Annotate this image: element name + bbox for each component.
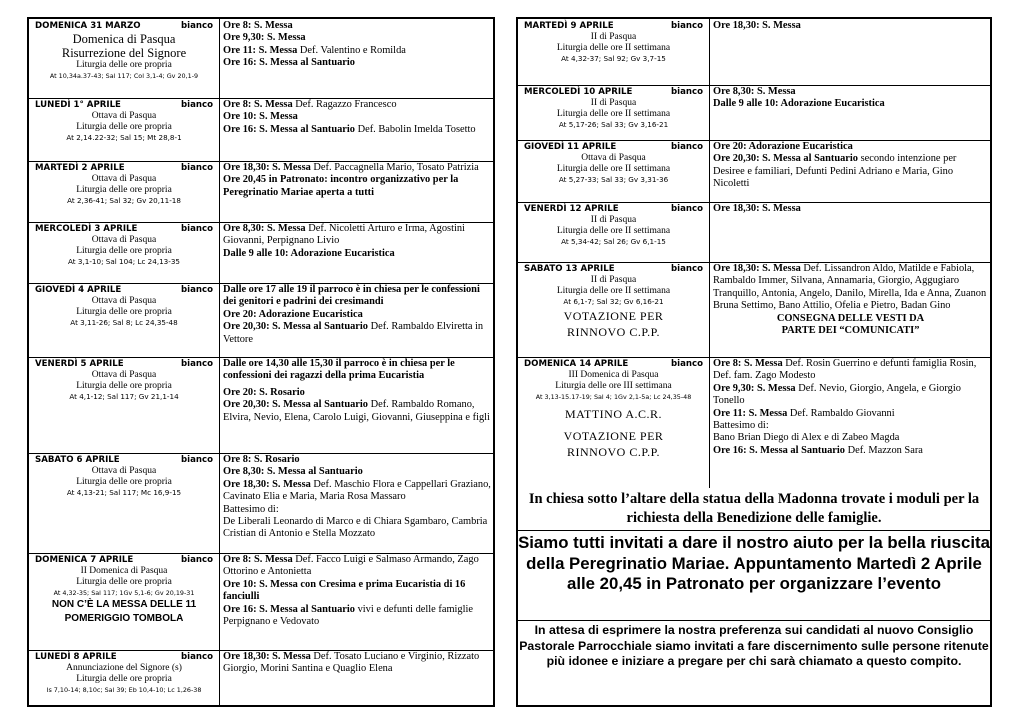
event-time: Dalle ore 17 alle 19 il parroco è in chiesa per le confessioni dei genitori e padrini dei cresimandi [223,284,480,308]
event-line [223,554,491,579]
events-cell [710,140,990,202]
event-detail: De Liberali Leonardo di Marco e di Chiara Sgambaro, Cambria Cristian di Antonio e Stella Mozzato [223,516,488,540]
liturgy-line: Ottava di Pasqua [91,235,157,245]
event-time: Ore 8: S. Messa [223,20,293,31]
day-cell [518,140,710,202]
day-note: POMERIGGIO TOMBOLA [64,613,184,624]
event-line [713,98,988,110]
schedule-row [518,19,990,86]
liturgy-line: II Domenica di Pasqua [80,566,168,576]
event-line [223,516,491,541]
day-name: DOMENICA 7 APRILE [35,555,134,565]
day-cell [518,19,710,85]
day-header [518,359,709,370]
events-cell [220,357,493,453]
schedule-row [29,453,493,554]
day-cell [29,283,220,357]
event-time: Ore 18,30: S. Messa [223,651,311,662]
liturgical-color: bianco [180,455,213,465]
event-time: Ore 9,30: S. Messa [223,32,306,44]
day-header [518,264,709,275]
event-line [223,651,491,676]
liturgy-line: II di Pasqua [590,215,637,225]
event-detail: Def. Lissandron Aldo, Matilde e Fabiola, Rambaldo Immer, Silvana, Annamaria, Giorgio, Aggugiaro Tranquillo, Antonia, Angelo, Danilo, Mirella, Ida e Anna, Zuanon Bruna Settimo, Bano Attilio, Ofelia e Pietro, Badan Gino [713,263,987,312]
event-time: Ore 8: S. Messa [713,358,783,369]
event-detail: Bano Brian Diego di Alex e di Zabeo Magda [713,432,900,444]
day-announcement: VOTAZIONE PER [563,429,664,443]
event-detail: Battesimo di: [713,420,769,432]
events-cell [220,283,493,357]
liturgy-line: Liturgia delle ore II settimana [556,286,671,296]
day-name: SABATO 13 APRILE [524,264,615,274]
liturgy-line: Liturgia delle ore II settimana [556,226,671,236]
day-name: DOMENICA 31 MARZO [35,21,141,31]
event-detail: Def. Tosato Luciano e Virginio, Rizzato Giorgio, Morini Santina e Quaglio Elena [223,651,480,675]
event-detail: Battesimo di: [223,503,279,515]
event-line [713,383,988,408]
liturgy-line: II di Pasqua [590,275,637,285]
events-cell [220,650,493,705]
event-line [223,454,491,466]
day-announcement: VOTAZIONE PER [563,309,664,323]
day-name: GIOVEDÌ 4 APRILE [35,285,122,295]
liturgy-line: Liturgia delle ore propria [76,674,172,684]
day-cell [518,85,710,140]
event-line [223,399,491,424]
event-detail: Def. Nicoletti Arturo e Irma, Agostini Giovanni, Perpignano Livio [223,223,465,247]
event-time: Dalle ore 14,30 alle 15,30 il parroco è in chiesa per le confessioni dei ragazzi della prima Eucaristia [223,358,455,382]
event-line [223,174,491,199]
event-line [713,420,988,432]
liturgy-line: Liturgia delle ore propria [76,577,172,587]
day-cell [518,202,710,262]
notice-peregrinatio: Siamo tutti invitati a dare il nostro aiuto per la bella riuscita della Peregrinatio Mariae. Appuntamento Martedì 2 Aprile alle 20,45 in Patronato per organizzare l’evento [518,531,990,621]
day-cell [29,19,220,98]
event-line [223,284,491,309]
feast-title: Risurrezione del Signore [61,46,187,60]
event-time: Ore 10: S. Messa [223,111,298,123]
readings: At 3,1-10; Sal 104; Lc 24,13-35 [68,257,180,266]
event-line [713,203,988,215]
liturgical-color: bianco [180,555,213,565]
liturgical-color: bianco [670,359,703,369]
liturgical-color: bianco [180,285,213,295]
event-line [223,111,491,123]
event-detail: Def. Rambaldo Romano, Elvira, Nevio, Elena, Carolo Luigi, Giovanni, Giuseppina e figli [223,399,490,423]
event-time: Ore 16: S. Messa al Santuario [713,444,845,456]
events-cell [710,19,990,85]
liturgy-line: Liturgia delle ore propria [76,477,172,487]
liturgical-color: bianco [180,163,213,173]
liturgical-color: bianco [670,142,703,152]
schedule-row [29,222,493,284]
event-line [713,141,988,153]
event-time: Ore 20,45 in Patronato: incontro organizzativo per la Peregrinatio Mariae aperta a tutti [223,174,459,198]
readings: At 3,13-15.17-19; Sal 4; 1Gv 2,1-5a; Lc 24,35-48 [535,393,692,401]
schedule-row [29,19,493,99]
right-calendar-panel [516,17,992,707]
events-cell [220,161,493,222]
day-name: DOMENICA 14 APRILE [524,359,629,369]
readings: At 5,34-42; Sal 26; Gv 6,1-15 [561,237,666,246]
event-detail: Def. Mazzon Sara [845,444,923,456]
liturgy-line: II di Pasqua [590,32,637,42]
readings: At 10,34a.37-43; Sal 117; Col 3,1-4; Gv 20,1-9 [49,72,199,80]
liturgy-line: II di Pasqua [590,98,637,108]
left-calendar-panel [27,17,495,707]
schedule-row [518,357,990,488]
events-cell [710,262,990,357]
schedule-row [518,262,990,358]
readings: Is 7,10-14; 8,10c; Sal 39; Eb 10,4-10; Lc 1,26-38 [46,686,202,694]
event-line [223,32,491,44]
liturgy-line: Ottava di Pasqua [91,174,157,184]
event-time: Ore 18,30: S. Messa [223,162,311,173]
event-line [713,358,988,383]
event-line [223,20,491,32]
event-time: Ore 10: S. Messa con Cresima e prima Eucaristia di 16 fanciulli [223,578,466,603]
events-cell [220,19,493,98]
event-line [223,248,491,260]
schedule-row [29,650,493,705]
schedule-row [29,161,493,223]
event-time: Ore 16: S. Messa al Santuario [223,57,355,69]
day-header [518,204,709,215]
day-name: MARTEDÌ 2 APRILE [35,163,125,173]
liturgy-line: Liturgia delle ore propria [76,381,172,391]
day-name: MERCOLEDÌ 10 APRILE [524,87,633,97]
event-detail: Def. Ragazzo Francesco [292,99,397,110]
day-name: SABATO 6 APRILE [35,455,120,465]
feast-title: Domenica di Pasqua [72,32,176,46]
liturgy-line: Liturgia delle ore II settimana [556,109,671,119]
event-detail: Def. Babolin Imelda Tosetto [355,123,476,135]
event-time: CONSEGNA DELLE VESTI DA [776,312,925,324]
event-time: Dalle 9 alle 10: Adorazione Eucaristica [713,98,885,110]
event-line [713,86,988,98]
event-line [713,325,988,337]
event-line [223,504,491,516]
event-line [223,387,491,399]
liturgical-color: bianco [670,21,703,31]
events-cell [710,85,990,140]
liturgy-line: Liturgia delle ore propria [76,185,172,195]
day-cell [29,357,220,453]
event-detail: Def. Paccagnella Mario, Tosato Patrizia [310,162,479,173]
readings: At 4,1-12; Sal 117; Gv 21,1-14 [69,392,179,401]
liturgical-color: bianco [180,224,213,234]
readings: At 5,27-33; Sal 33; Gv 3,31-36 [558,175,669,184]
event-line [223,57,491,69]
liturgy-line: Ottava di Pasqua [91,370,157,380]
liturgical-color: bianco [670,87,703,97]
schedule-row [518,140,990,203]
event-time: Ore 18,30: S. Messa [223,478,311,490]
readings: At 2,36-41; Sal 32; Gv 20,11-18 [67,196,181,205]
liturgy-line: Liturgia delle ore propria [76,246,172,256]
event-line [713,445,988,457]
liturgical-color: bianco [180,359,213,369]
day-header [29,455,219,466]
day-name: GIOVEDÌ 11 APRILE [524,142,617,152]
event-detail: Def. Rambaldo Giovanni [787,407,895,419]
day-header [29,224,219,235]
liturgy-line: Ottava di Pasqua [581,153,646,163]
liturgy-line: Ottava di Pasqua [91,111,157,121]
day-name: MARTEDÌ 9 APRILE [524,21,614,31]
day-cell [29,161,220,222]
liturgy-line: Liturgia delle ore II settimana [556,164,671,174]
event-time: Ore 8,30: S. Messa al Santuario [223,466,363,478]
event-line [223,358,491,383]
liturgy-line: Liturgia delle ore propria [76,60,172,70]
event-line [713,432,988,444]
day-header [29,163,219,174]
event-detail: vivi e defunti delle famiglie Perpignano e Vedovato [223,603,474,628]
day-header [518,87,709,98]
liturgy-line: Liturgia delle ore propria [76,122,172,132]
day-header [29,285,219,296]
schedule-row [518,202,990,263]
schedule-row [29,98,493,162]
events-cell [220,453,493,553]
day-header [518,142,709,153]
notice-benedizione: In chiesa sotto l’altare della statua della Madonna trovate i moduli per la richiesta della Benedizione delle famiglie. [518,488,990,531]
event-time: Ore 18,30: S. Messa [713,20,801,31]
readings: At 3,11-26; Sal 8; Lc 24,35-48 [70,318,178,327]
event-time: Ore 20: S. Rosario [223,386,305,398]
event-detail: Def. Valentino e Romilda [297,44,406,56]
schedule-row [29,553,493,651]
day-header [29,652,219,663]
day-header [29,21,219,32]
day-cell [29,98,220,161]
event-line [223,124,491,136]
day-name: LUNEDÌ 1° APRILE [35,100,121,110]
event-detail: Def. Maschio Flora e Cappellari Graziano, Cavinato Elia e Maria, Maria Rosa Massaro [223,478,491,503]
liturgical-color: bianco [670,264,703,274]
event-detail: secondo intenzione per Desiree e familiari, Defunti Pedini Adriano e Maria, Gino Nicoletti [713,153,957,190]
event-time: Ore 8: S. Rosario [223,454,300,465]
day-name: VENERDÌ 12 APRILE [524,204,619,214]
day-cell [29,553,220,650]
readings: At 2,14.22-32; Sal 15; Mt 28,8-1 [66,133,182,142]
event-time: PARTE DEI “COMUNICATI” [781,325,920,337]
event-line [223,309,491,321]
event-time: Ore 8: S. Messa [223,99,293,110]
day-header [29,555,219,566]
events-cell [220,98,493,161]
day-announcement: RINNOVO C.P.P. [566,325,661,339]
event-line [713,263,988,313]
event-detail: Def. Rambaldo Elviretta in Vettore [223,321,484,345]
liturgy-line: Annunciazione del Signore (s) [66,663,182,673]
day-cell [518,262,710,357]
readings: At 6,1-7; Sal 32; Gv 6,16-21 [563,297,664,306]
events-cell [220,222,493,283]
event-time: Ore 20: Adorazione Eucaristica [223,308,363,320]
day-announcement: MATTINO A.C.R. [564,407,662,421]
event-time: Ore 20,30: S. Messa al Santuario [223,321,368,333]
liturgy-line: Ottava di Pasqua [91,296,157,306]
liturgical-color: bianco [180,21,213,31]
event-time: Ore 18,30: S. Messa [713,203,801,214]
day-cell [29,222,220,283]
day-note: NON C’È LA MESSA DELLE 11 [51,599,197,610]
event-line [713,20,988,32]
event-line [223,466,491,478]
event-time: Dalle 9 alle 10: Adorazione Eucaristica [223,247,395,259]
event-line [713,408,988,420]
event-line [223,99,491,111]
readings: At 4,32-37; Sal 92; Gv 3,7-15 [561,54,666,63]
event-line [223,321,491,346]
event-line [223,223,491,248]
event-time: Ore 18,30: S. Messa [713,263,801,274]
event-time: Ore 11: S. Messa [223,44,298,56]
liturgy-line: Liturgia delle ore propria [76,307,172,317]
event-detail: Def. Rosin Guerrino e defunti famiglia Rosin, Def. fam. Zago Modesto [713,358,977,382]
event-line [223,45,491,57]
event-time: Ore 11: S. Messa [713,407,788,419]
day-name: MERCOLEDÌ 3 APRILE [35,224,138,234]
day-header [29,359,219,370]
event-time: Ore 20,30: S. Messa al Santuario [713,153,858,165]
readings: At 5,17-26; Sal 33; Gv 3,16-21 [558,120,669,129]
events-cell [710,202,990,262]
schedule-row [29,357,493,454]
event-time: Ore 8,30: S. Messa [713,86,796,97]
schedule-row [518,85,990,141]
liturgy-line: Liturgia delle ore III settimana [555,381,672,391]
event-detail: Def. Nevio, Giorgio, Angela, e Giorgio Tonello [713,382,961,407]
day-header [29,100,219,111]
event-time: Ore 8: S. Messa [223,554,293,565]
day-cell [29,650,220,705]
schedule-row [29,283,493,358]
day-header [518,21,709,32]
event-time: Ore 9,30: S. Messa [713,382,796,394]
notice-consiglio-pastorale: In attesa di esprimere la nostra preferenza sui candidati al nuovo Consiglio Pastorale Parrocchiale siamo invitati a fare discernimento sulle persone ritenute più idonee e iniziare a pregare per chi sarà chiamato a questo compito. [519,623,989,669]
event-line [223,604,491,629]
liturgy-line: III Domenica di Pasqua [568,370,659,380]
events-cell [710,357,990,488]
liturgical-color: bianco [180,652,213,662]
day-announcement: RINNOVO C.P.P. [566,445,661,459]
liturgical-color: bianco [180,100,213,110]
event-line [713,313,988,325]
liturgy-line: Liturgia delle ore II settimana [556,43,671,53]
event-line [223,479,491,504]
events-cell [220,553,493,650]
day-name: LUNEDÌ 8 APRILE [35,652,117,662]
event-line [713,153,988,190]
event-time: Ore 16: S. Messa al Santuario [223,603,355,615]
event-detail: Def. Facco Luigi e Salmaso Armando, Zago Ottorino e Antonietta [223,554,479,578]
event-line [223,579,491,604]
day-cell [29,453,220,553]
readings: At 4,13-21; Sal 117; Mc 16,9-15 [66,488,182,497]
readings: At 4,32-35; Sal 117; 1Gv 5,1-6; Gv 20,19-31 [53,589,195,597]
event-time: Ore 16: S. Messa al Santuario [223,123,355,135]
event-time: Ore 8,30: S. Messa [223,223,306,234]
liturgical-color: bianco [670,204,703,214]
event-time: Ore 20,30: S. Messa al Santuario [223,399,368,411]
event-time: Ore 20: Adorazione Eucaristica [713,141,853,152]
day-cell [518,357,710,488]
day-name: VENERDÌ 5 APRILE [35,359,124,369]
event-line [223,162,491,174]
liturgy-line: Ottava di Pasqua [91,466,157,476]
